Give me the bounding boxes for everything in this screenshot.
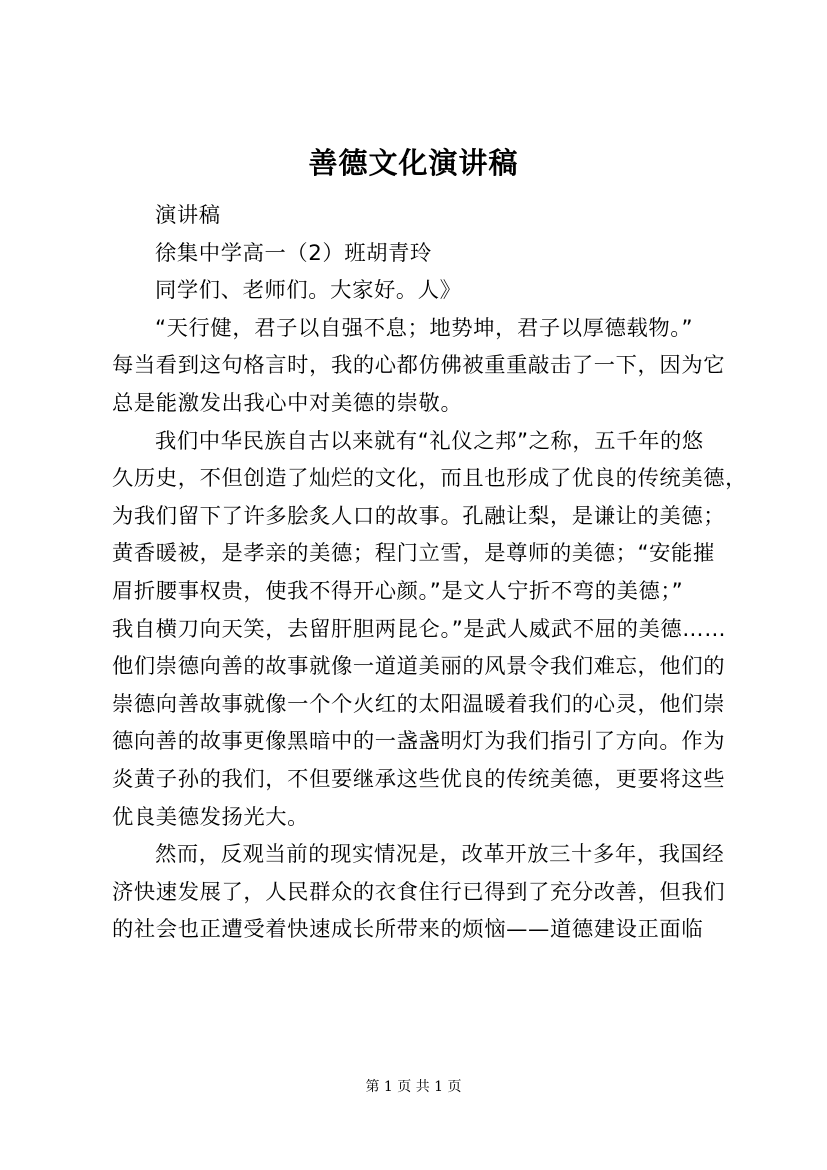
body-line: 眉折腰事权贵，使我不得开心颜。”是文人宁折不弯的美德；” xyxy=(112,578,684,604)
body-line: 德向善的故事更像黑暗中的一盏盏明灯为我们指引了方向。作为 xyxy=(112,729,726,755)
body-line: 济快速发展了，人民群众的衣食住行已得到了充分改善，但我们 xyxy=(112,879,726,905)
body-line: 同学们、老师们。大家好。人》 xyxy=(155,278,462,304)
body-line: 久历史，不但创造了灿烂的文化，而且也形成了优良的传统美德， xyxy=(112,466,748,492)
body-line: “天行健，君子以自强不息；地势坤，君子以厚德载物。” xyxy=(155,315,694,341)
body-line: 为我们留下了许多脍炙人口的故事。孔融让梨，是谦让的美德； xyxy=(112,503,726,529)
body-line: 优良美德发扬光大。 xyxy=(112,804,310,830)
body-line: 炎黄子孙的我们，不但要继承这些优良的传统美德，更要将这些 xyxy=(112,766,726,792)
body-line: 总是能激发出我心中对美德的崇敬。 xyxy=(112,390,463,416)
document-title: 善德文化演讲稿 xyxy=(308,146,519,180)
body-line: 然而，反观当前的现实情况是，改革开放三十多年，我国经 xyxy=(155,842,725,868)
body-line: 演讲稿 xyxy=(155,203,221,228)
document-body xyxy=(112,197,748,949)
body-line: 徐集中学高一（2）班胡青玲 xyxy=(155,240,432,266)
body-line: 的社会也正遭受着快速成长所带来的烦恼——道德建设正面临 xyxy=(112,917,704,943)
body-line: 我自横刀向天笑，去留肝胆两昆仑。”是武人威武不屈的美德…… xyxy=(112,616,727,642)
body-line: 崇德向善故事就像一个个火红的太阳温暖着我们的心灵，他们崇 xyxy=(112,691,726,717)
body-line: 我们中华民族自古以来就有“礼仪之邦”之称，五千年的悠 xyxy=(155,428,704,454)
page-footer: 第 1 页 共 1 页 xyxy=(365,1079,462,1095)
body-line: 他们崇德向善的故事就像一道道美丽的风景令我们难忘，他们的 xyxy=(112,654,726,680)
body-line: 每当看到这句格言时，我的心都仿佛被重重敲击了一下，因为它 xyxy=(112,353,726,379)
body-line: 黄香暖被，是孝亲的美德；程门立雪，是尊师的美德；“安能摧 xyxy=(112,541,715,567)
